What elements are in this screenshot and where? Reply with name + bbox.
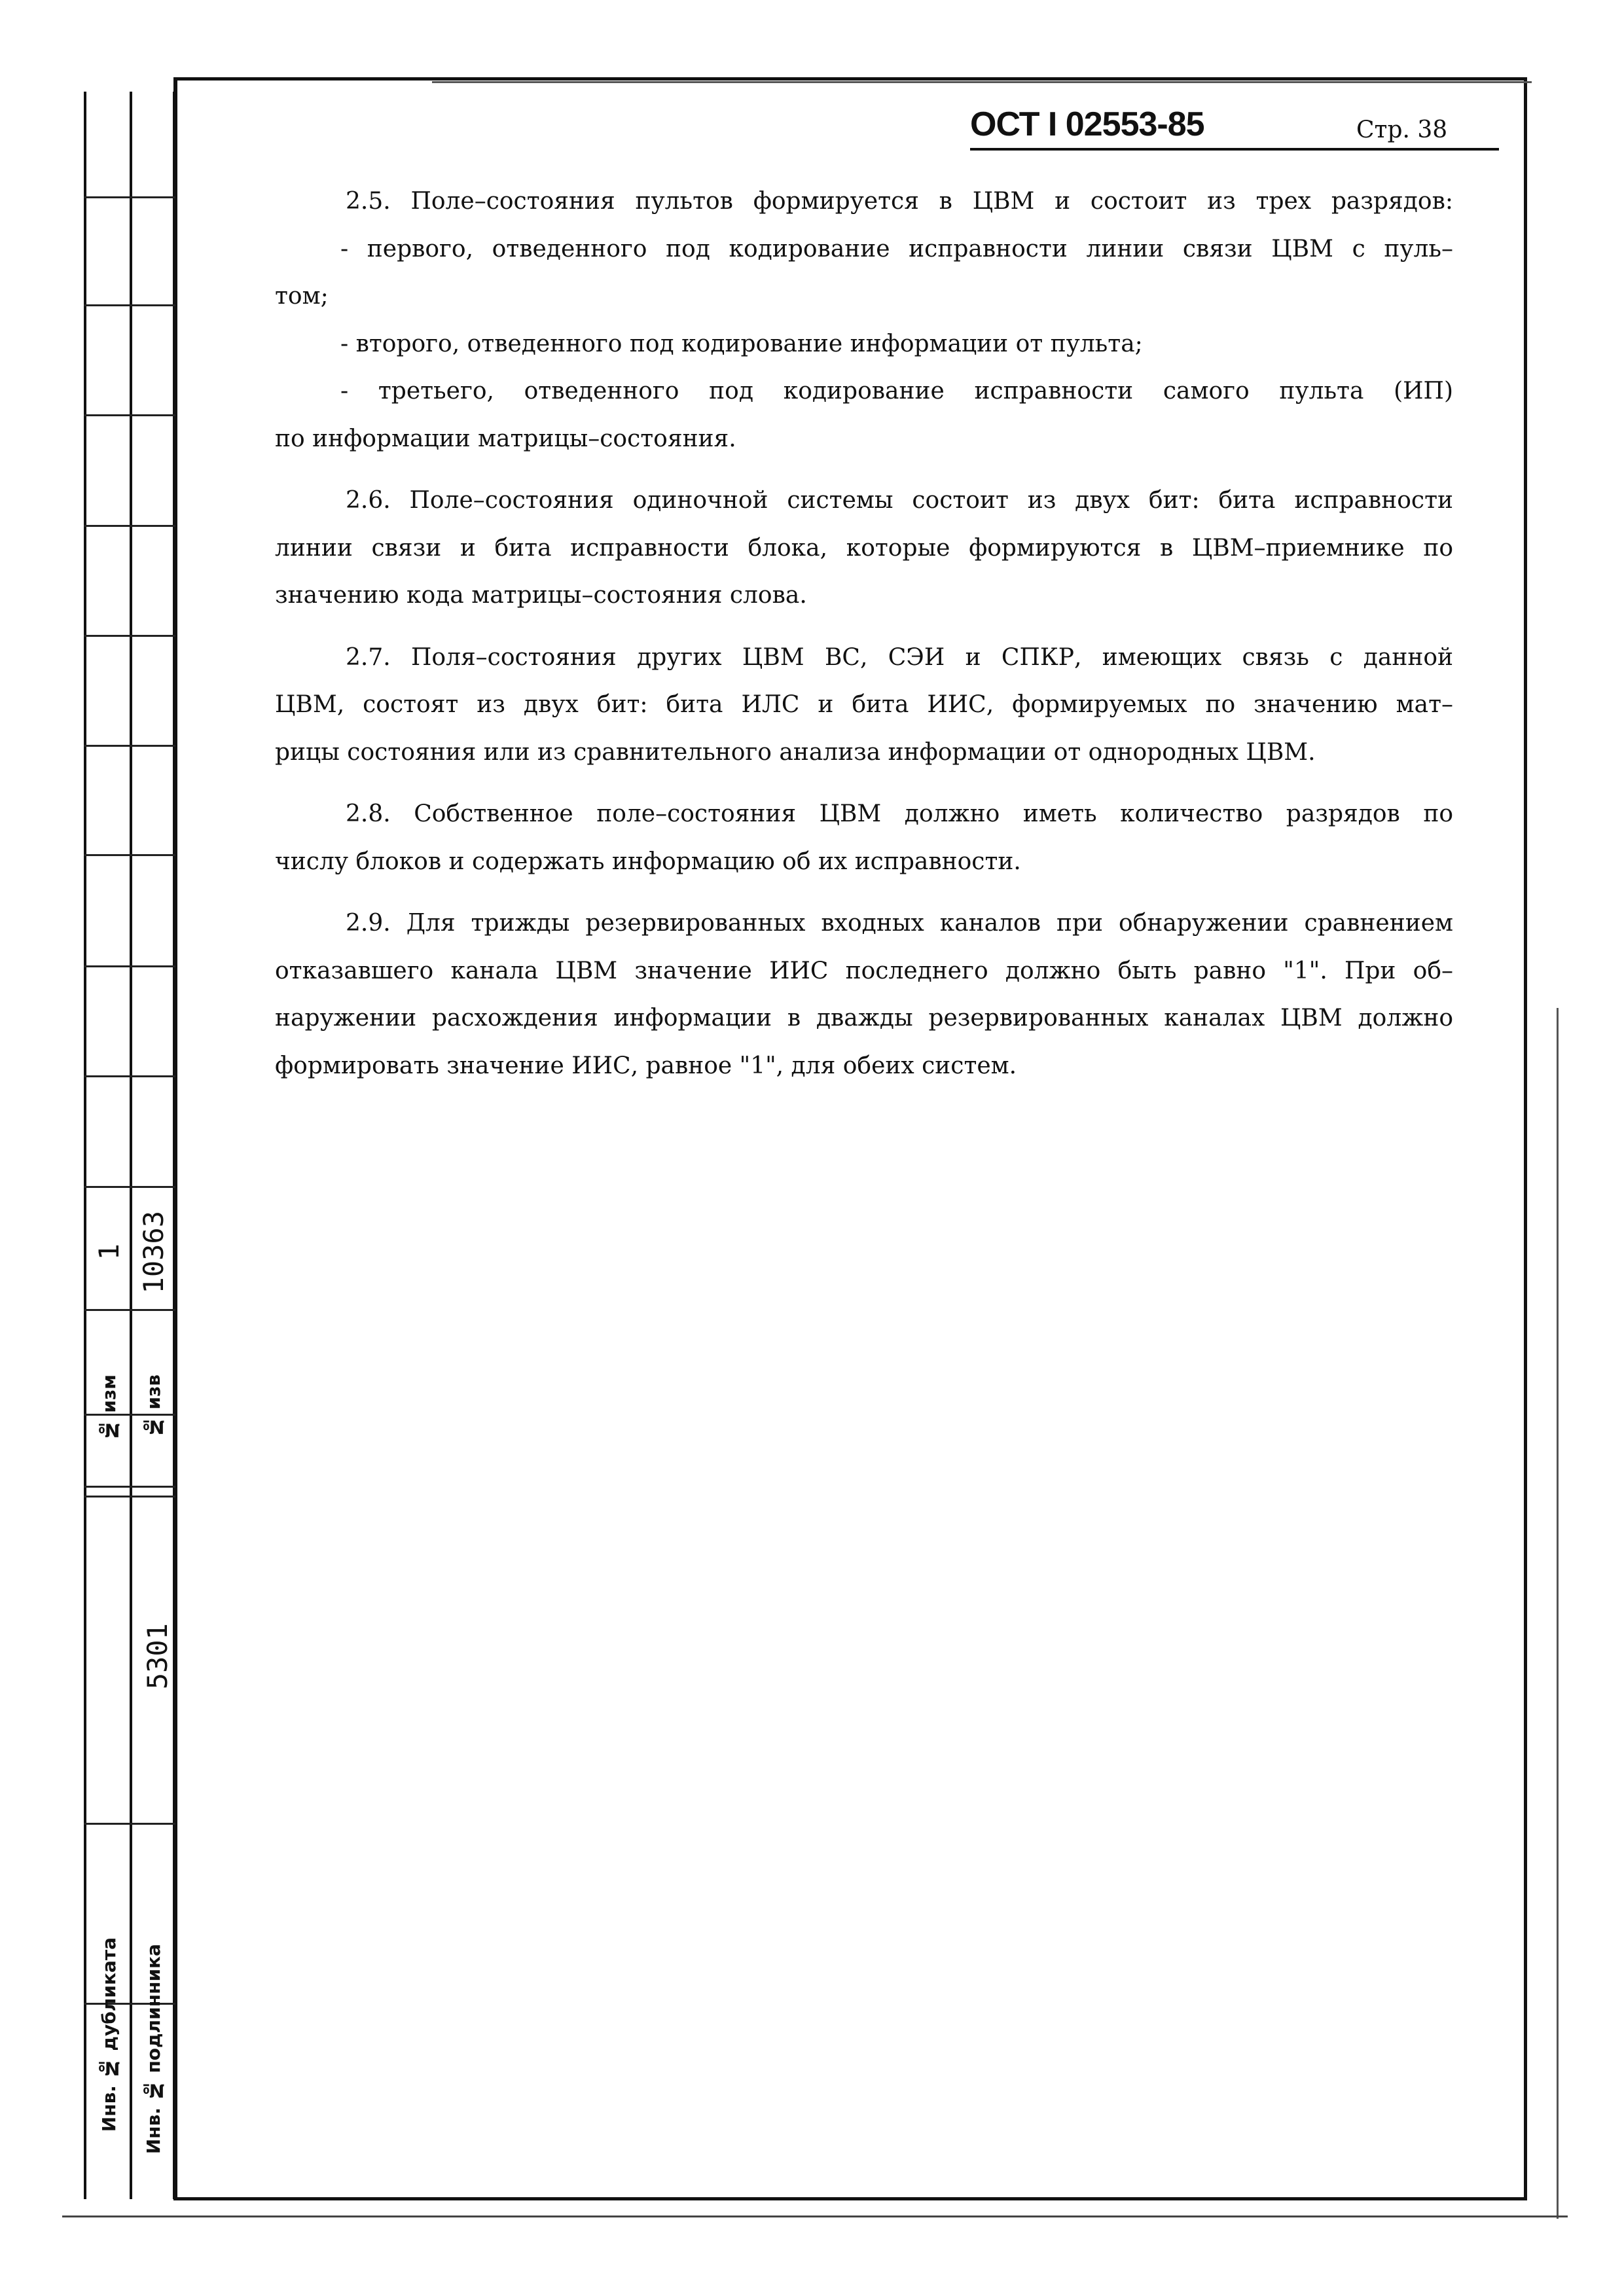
text-line: числу блоков и содержать информацию об их исправности.	[275, 848, 1021, 875]
bottom-rule	[62, 2215, 1568, 2217]
margin-line	[84, 92, 86, 2199]
margin-rule	[84, 196, 175, 198]
margin-rule	[84, 414, 175, 416]
izv-label: № изв	[143, 1374, 164, 1438]
margin-rule	[84, 525, 175, 527]
margin-rule	[84, 1075, 175, 1077]
text-line: 2.7. Поля–состояния других ЦВМ ВС, СЭИ и СПКР, имеющих связь с данной	[346, 643, 1453, 671]
original-number: 5301	[141, 1623, 173, 1690]
text-line: - третьего, отведенного под кодирование исправности самого пульта (ИП)	[340, 378, 1453, 404]
izm-value: 1	[93, 1244, 125, 1261]
text-line: значению кода матрицы–состояния слова.	[275, 582, 807, 609]
document-code: ОСТ I 02553-85	[970, 105, 1204, 143]
page-number: Стр. 38	[1356, 117, 1448, 143]
duplicate-label: Инв. № дубликата	[98, 1937, 120, 2132]
margin-rule	[84, 854, 175, 856]
text-line: том;	[275, 283, 329, 310]
margin-rule	[84, 965, 175, 967]
margin-line	[130, 92, 132, 2199]
margin-rule	[84, 745, 175, 747]
margin-rule	[84, 1309, 175, 1311]
text-line: 2.9. Для трижды резервированных входных каналов при обнаружении сравнением	[346, 910, 1453, 937]
body-text	[275, 178, 1453, 1090]
left-margin-strip	[79, 92, 177, 2199]
original-label: Инв. № подлинника	[143, 1944, 164, 2155]
margin-rule	[84, 635, 175, 637]
text-line: 2.6. Поле–состояния одиночной системы состоит из двух бит: бита исправности	[346, 487, 1453, 514]
margin-rule	[84, 1823, 175, 1825]
izv-value: 10363	[137, 1211, 170, 1294]
text-line: по информации матрицы–состояния.	[275, 425, 736, 452]
text-line: - второго, отведенного под кодирование информации от пульта;	[340, 330, 1143, 357]
text-line: формировать значение ИИС, равное "1", для обеих систем.	[275, 1052, 1017, 1079]
text-line: 2.5. Поле–состояния пультов формируется в ЦВМ и состоит из трех разрядов:	[346, 188, 1453, 215]
margin-rule	[84, 304, 175, 306]
text-line: 2.8. Собственное поле–состояния ЦВМ должно иметь количество разрядов по	[346, 800, 1453, 827]
header-rule	[970, 148, 1499, 151]
text-line: - первого, отведенного под кодирование исправности линии связи ЦВМ с пуль–	[340, 235, 1453, 262]
text-line: отказавшего канала ЦВМ значение ИИС последнего должно быть равно "1". При об–	[275, 957, 1453, 984]
right-edge-line	[1557, 1008, 1559, 2219]
margin-rule	[84, 1186, 175, 1188]
margin-rule	[84, 1496, 175, 1498]
margin-line	[173, 92, 175, 2199]
text-line: ЦВМ, состоят из двух бит: бита ИЛС и бита ИИС, формируемых по значению мат–	[275, 691, 1453, 718]
top-edge-line	[432, 81, 1532, 83]
margin-rule	[84, 1486, 175, 1488]
text-line: линии связи и бита исправности блока, которые формируются в ЦВМ–приемнике по	[275, 534, 1453, 562]
page-header	[970, 105, 1494, 151]
text-line: рицы состояния или из сравнительного анализа информации от однородных ЦВМ.	[275, 738, 1316, 766]
izm-label: № изм	[98, 1374, 120, 1441]
text-line: наружении расхождения информации в дважды резервированных каналах ЦВМ должно	[275, 1005, 1453, 1031]
